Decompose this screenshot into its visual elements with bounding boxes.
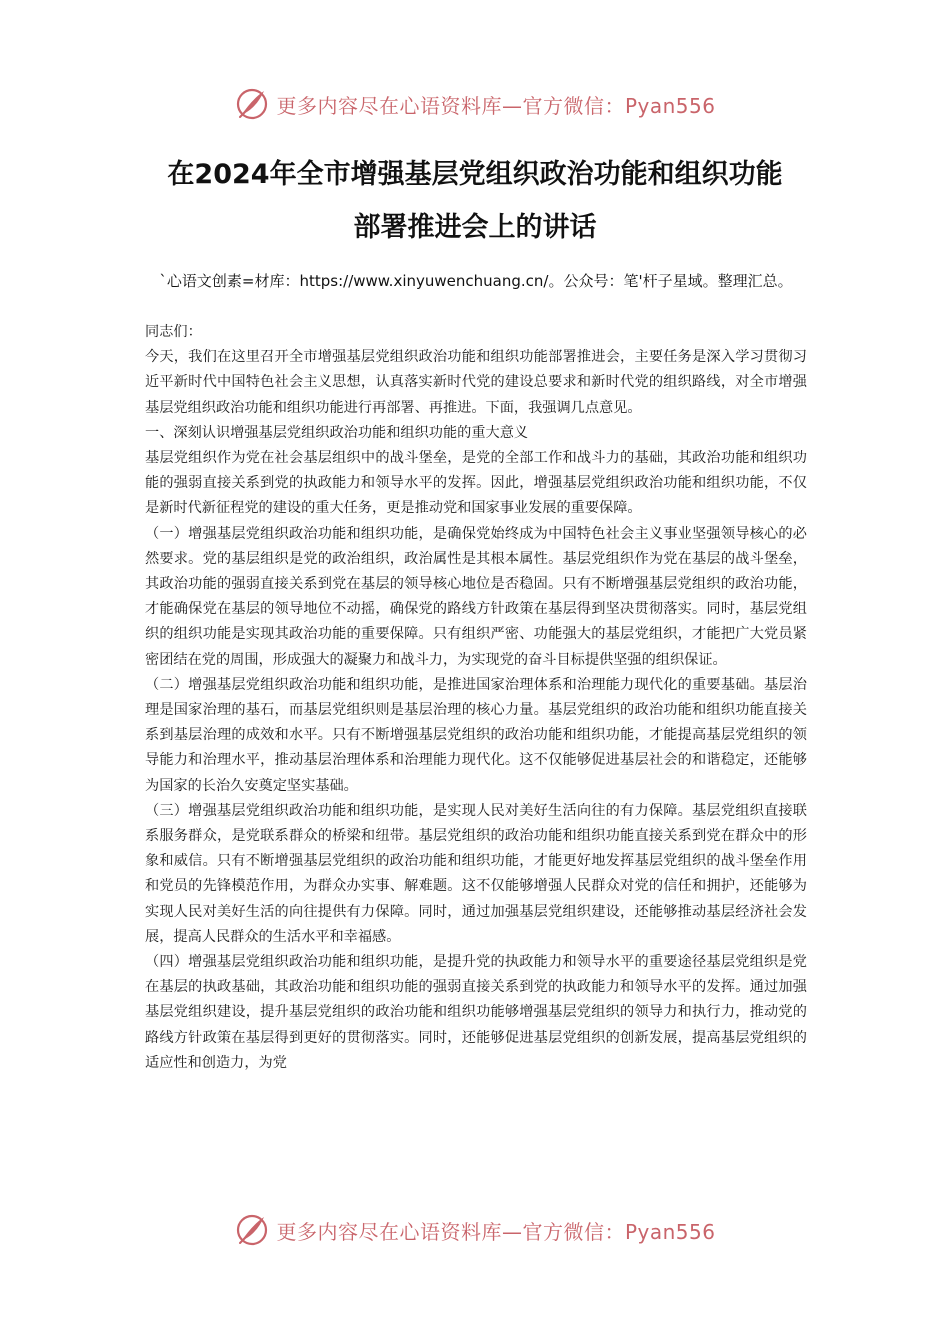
document-title: [120, 148, 830, 254]
section-heading: 一、深刻认识增强基层党组织政治功能和组织功能的重大意义: [145, 424, 529, 441]
paragraph: （四）增强基层党组织政治功能和组织功能，是提升党的执政能力和领导水平的重要途径基层党组织是党在基层的执政基础，其政治功能和组织功能的强弱直接关系到党的执政能力和领导水平的发挥。通过加强基层党组织建设，提升基层党组织的政治功能和组织功能够增强基层党组织的领导力和执行力，推动党的路线方针政策在基层得到更好的贯彻落实。同时，还能够促进基层党组织的创新发展，提高基层党组织的适应性和创造力，为党: [145, 954, 807, 1071]
feather-pen-logo-icon: [234, 1212, 270, 1248]
paragraph: 今天，我们在这里召开全市增强基层党组织政治功能和组织功能部署推进会，主要任务是深入学习贯彻习近平新时代中国特色社会主义思想，认真落实新时代党的建设总要求和新时代党的组织路线，对全市增强基层党组织政治功能和组织功能进行再部署、再推进。下面，我强调几点意见。: [145, 349, 807, 416]
feather-pen-logo-icon: [234, 86, 270, 122]
watermark-banner-top: [0, 84, 950, 124]
title-line-1: 在2024年全市增强基层党组织政治功能和组织功能: [167, 159, 783, 190]
paragraph: （三）增强基层党组织政治功能和组织功能，是实现人民对美好生活向往的有力保障。基层党组织直接联系服务群众，是党联系群众的桥梁和纽带。基层党组织的政治功能和组织功能直接关系到党在群众中的形象和威信。只有不断增强基层党组织的政治功能和组织功能，才能更好地发挥基层党组织的战斗堡垒作用和党员的先锋模范作用，为群众办实事、解难题。这不仅能够增强人民群众对党的信任和拥护，还能够为实现人民对美好生活的向往提供有力保障。同时，通过加强基层党组织建设，还能够推动基层经济社会发展，提高人民群众的生活水平和幸福感。: [145, 802, 807, 945]
watermark-banner-bottom: [0, 1210, 950, 1250]
paragraph: （一）增强基层党组织政治功能和组织功能，是确保党始终成为中国特色社会主义事业坚强领导核心的必然要求。党的基层组织是党的政治组织，政治属性是其根本属性。基层党组织作为党在基层的战斗堡垒，其政治功能的强弱直接关系到党在基层的领导核心地位是否稳固。只有不断增强基层党组织的政治功能，才能确保党在基层的领导地位不动摇，确保党的路线方针政策在基层得到坚决贯彻落实。同时，基层党组织的组织功能是实现其政治功能的重要保障。只有组织严密、功能强大的基层党组织，才能把广大党员紧密团结在党的周围，形成强大的凝聚力和战斗力，为实现党的奋斗目标提供坚强的组织保证。: [145, 525, 807, 668]
watermark-text: 更多内容尽在心语资料库—官方微信：Pyan556: [276, 1219, 716, 1244]
document-body: [145, 320, 807, 1076]
paragraph: （二）增强基层党组织政治功能和组织功能，是推进国家治理体系和治理能力现代化的重要基础。基层治理是国家治理的基石，而基层党组织则是基层治理的核心力量。基层党组织的政治功能和组织功能直接关系到基层治理的成效和水平。只有不断增强基层党组织的政治功能和组织功能，才能提高基层党组织的领导能力和治理水平，推动基层治理体系和治理能力现代化。这不仅能够促进基层社会的和谐稳定，还能够为国家的长治久安奠定坚实基础。: [145, 676, 807, 794]
paragraph: 基层党组织作为党在社会基层组织中的战斗堡垒，是党的全部工作和战斗力的基础，其政治功能和组织功能的强弱直接关系到党的执政能力和领导水平的发挥。因此，增强基层党组织政治功能和组织功能，不仅是新时代新征程党的建设的重大任务，更是推动党和国家事业发展的重要保障。: [145, 450, 807, 517]
salutation: 同志们：: [145, 324, 202, 340]
watermark-text: 更多内容尽在心语资料库—官方微信：Pyan556: [276, 93, 716, 118]
source-note: `心语文创素=材库：https://www.xinyuwenchuang.cn/。公众号：笔'杆子星域。整理汇总。: [159, 272, 793, 290]
title-line-2: 部署推进会上的讲话: [353, 212, 597, 243]
